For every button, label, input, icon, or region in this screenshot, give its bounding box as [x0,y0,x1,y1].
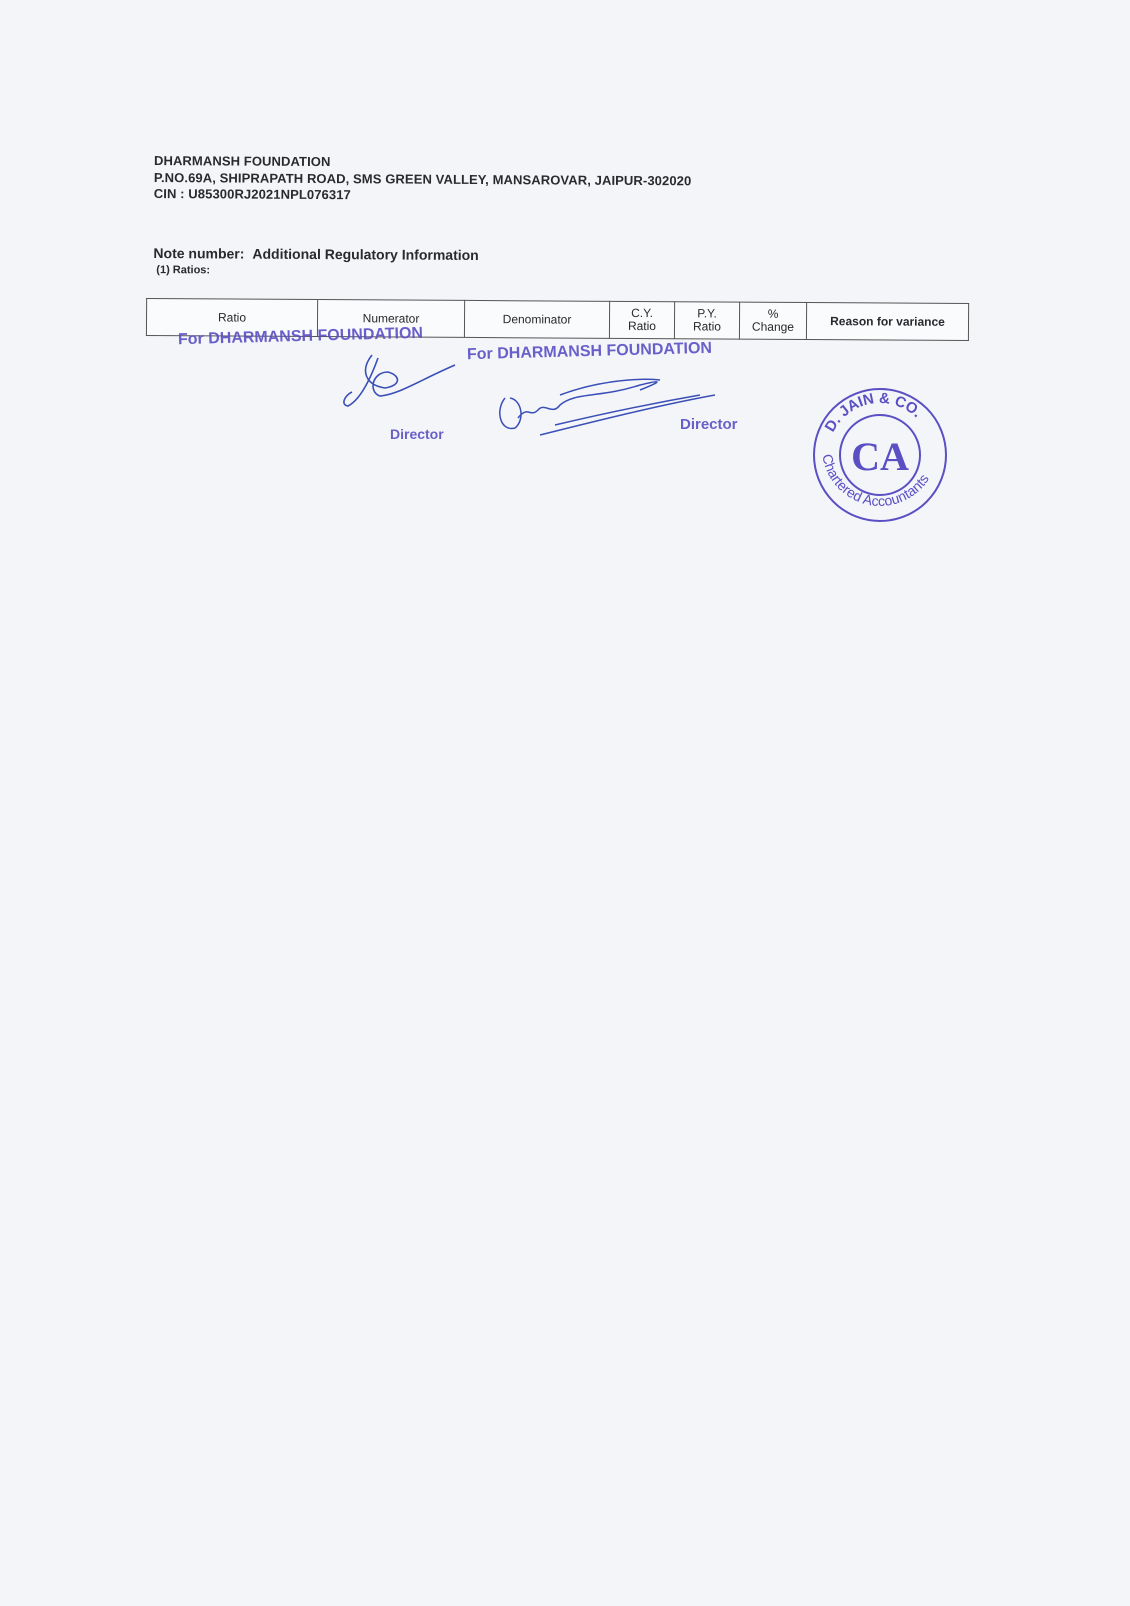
col-percent-change: % Change [739,302,806,339]
seal-bottom-text: Chartered Accountants [819,452,932,510]
col-cy-ratio: C.Y. Ratio [609,301,674,338]
signature-right [500,379,715,435]
organization-name: DHARMANSH FOUNDATION [153,153,331,170]
col-py-ratio: P.Y. Ratio [674,302,739,339]
col-denominator: Denominator [464,300,609,338]
note-subtitle: (1) Ratios: [156,264,211,277]
seal-center-text: CA [851,434,909,479]
seal-top-text: D. JAIN & CO. [821,389,926,435]
col-numerator: Numerator [317,300,464,338]
organization-cin: CIN : U85300RJ2021NPL076317 [153,186,351,203]
company-stamp-right: For DHARMANSH FOUNDATION [466,339,713,364]
col-ratio: Ratio [146,298,317,336]
note-label: Note number: [153,245,245,262]
company-stamp-left: For DHARMANSH FOUNDATION [177,324,424,349]
organization-address: P.NO.69A, SHIPRAPATH ROAD, SMS GREEN VALLEY, MANSAROVAR, JAIPUR-302020 [153,170,692,189]
director-label-left: Director [390,426,444,442]
chartered-accountants-seal [814,389,946,521]
col-reason-for-variance: Reason for variance [806,303,968,341]
signature-left [344,355,455,406]
note-title: Additional Regulatory Information [252,245,479,264]
director-label-right: Director [680,416,738,433]
